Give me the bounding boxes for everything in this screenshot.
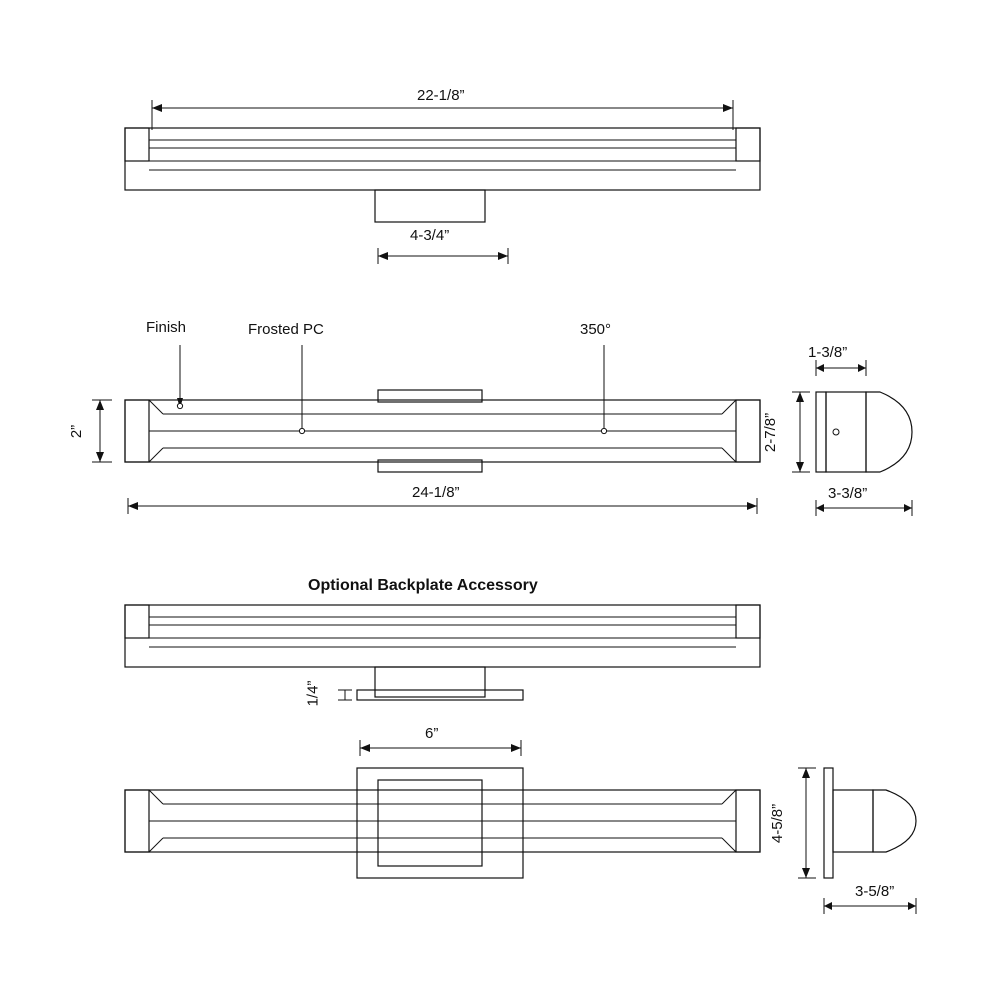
dim-label-side-height: 2-7/8” <box>762 412 780 453</box>
dim-side-height <box>792 392 810 472</box>
dim-label-side-depth: 3-3/8” <box>828 485 868 502</box>
dim-label-backplate-thickness: 1/4” <box>304 680 322 707</box>
dim-label-backplate-side-depth: 3-5/8” <box>855 883 895 900</box>
dim-label-front-height: 2” <box>68 424 86 439</box>
dim-label-top-width: 22-1/8” <box>417 87 465 104</box>
side-view-group <box>816 392 912 472</box>
backplate-front-view-group <box>125 768 760 878</box>
dim-backplate-side-depth <box>824 898 916 914</box>
dim-backplate-thickness <box>338 690 352 700</box>
dim-label-backplate-width: 6” <box>425 725 439 742</box>
backplate-section-title: Optional Backplate Accessory <box>308 577 538 594</box>
callout-label-beam-angle: 350° <box>580 321 612 338</box>
front-view-group <box>125 345 760 472</box>
backplate-side-view-group <box>824 768 916 878</box>
callout-label-frosted-pc: Frosted PC <box>248 321 324 338</box>
dim-side-depth <box>816 500 912 516</box>
callout-label-finish: Finish <box>146 319 187 336</box>
backplate-top-view-group <box>125 605 760 700</box>
dim-label-backplate-side-height: 4-5/8” <box>769 803 787 844</box>
dim-top-width <box>152 100 733 130</box>
dim-label-front-width: 24-1/8” <box>412 484 460 501</box>
dim-backplate-width <box>360 740 521 756</box>
dim-side-top-width <box>816 360 866 376</box>
dim-front-height <box>92 400 112 462</box>
dim-top-depth <box>378 248 508 264</box>
top-view-group <box>125 128 760 222</box>
dim-backplate-side-height <box>798 768 816 878</box>
dim-label-side-top-width: 1-3/8” <box>808 344 848 361</box>
dim-label-top-depth: 4-3/4” <box>410 227 450 244</box>
